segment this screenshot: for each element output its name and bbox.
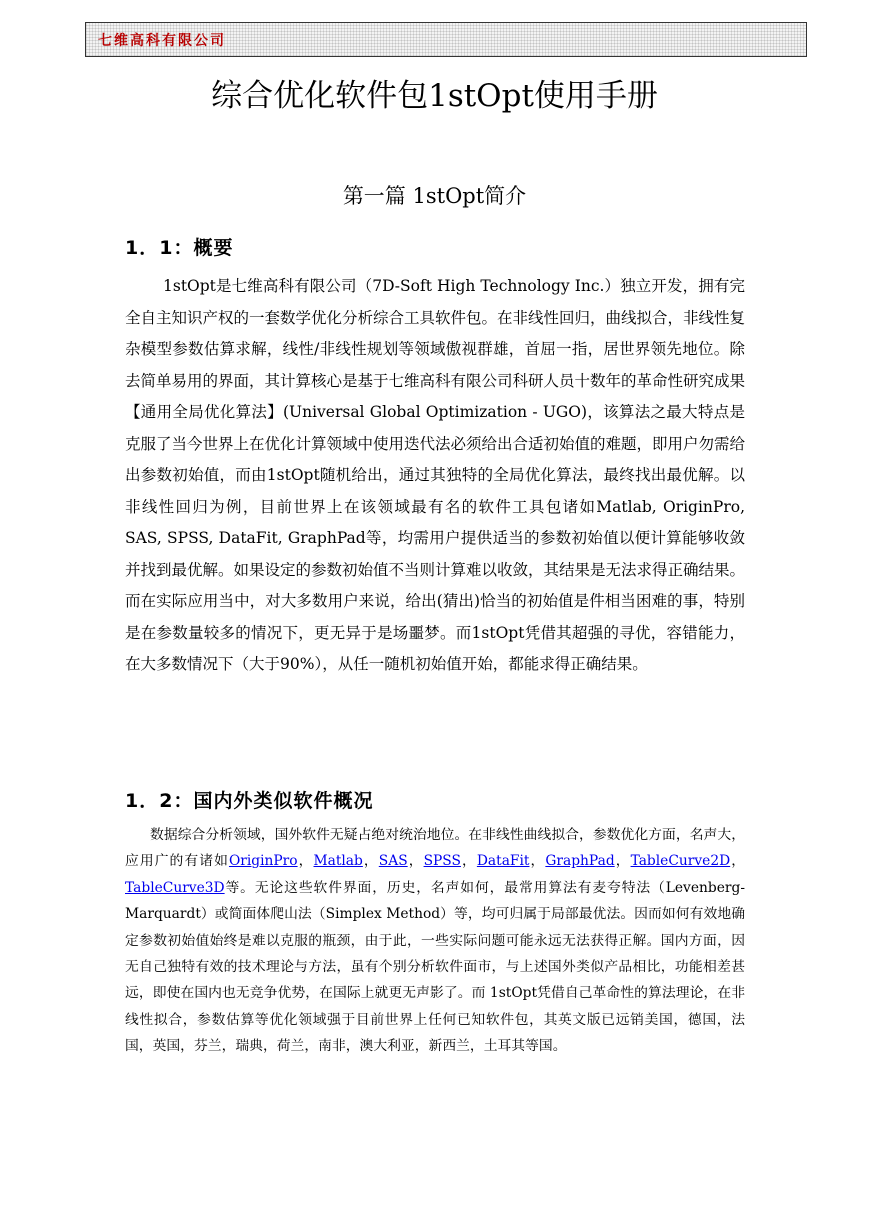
- similar-software-paragraph: [125, 822, 745, 1060]
- link-separator: ，: [730, 853, 746, 870]
- link-separator: ，: [529, 853, 546, 870]
- link-separator: ，: [362, 853, 379, 870]
- similar-software-intro: 数据综合分析领域，国外软件无疑占绝对统治地位。在非线性曲线拟合，参数优化方面，名声大，应用广的有诸如: [125, 827, 745, 870]
- section-heading-overview: 1．1：概要: [125, 237, 234, 259]
- link-tablecurve3d[interactable]: TableCurve3D: [125, 879, 225, 896]
- link-graphpad[interactable]: GraphPad: [545, 853, 615, 870]
- similar-software-body: 等。无论这些软件界面，历史，名声如何，最常用算法有麦夸特法（Levenberg-Marquardt）或简面体爬山法（Simplex Method）等，均可归属于局部最优法。因而如何有效地确定参数初始值始终是难以克服的瓶颈，由于此，一些实际问题可能永远无法获得正解。国内方面，因无自己独特有效的技术理论与方法，虽有个别分析软件面市，与上述国外类似产品相比，功能相差甚远，即使在国内也无竞争优势，在国际上就更无声影了。而 1stOpt凭借自己革命性的算法理论，在非线性拟合，参数估算等优化领域强于目前世界上任何已知软件包，其英文版已远销美国，德国，法国，英国，芬兰，瑞典，荷兰，南非，澳大利亚，新西兰，土耳其等国。: [125, 879, 745, 1055]
- overview-text: 1stOpt是七维高科有限公司（7D-Soft High Technology Inc.）独立开发，拥有完全自主知识产权的一套数学优化分析综合工具软件包。在非线性回归，曲线拟合，非线性复杂模型参数估算求解，线性/非线性规划等领域傲视群雄，首屈一指，居世界领先地位。除去简单易用的界面，其计算核心是基于七维高科有限公司科研人员十数年的革命性研究成果【通用全局优化算法】(Universal Global Optimization - UGO)，该算法之最大特点是克服了当今世界上在优化计算领域中使用迭代法必须给出合适初始值的难题，即用户勿需给出参数初始值，而由1stOpt随机给出，通过其独特的全局优化算法，最终找出最优解。以非线性回归为例，目前世界上在该领域最有名的软件工具包诸如Matlab, OriginPro, SAS, SPSS, DataFit, GraphPad等，均需用户提供适当的参数初始值以便计算能够收敛并找到最优解。如果设定的参数初始值不当则计算难以收敛，其结果是无法求得正确结果。而在实际应用当中，对大多数用户来说，给出(猜出)恰当的初始值是件相当困难的事，特别是在参数量较多的情况下，更无异于是场噩梦。而1stOpt凭借其超强的寻优，容错能力，在大多数情况下（大于90%），从任一随机初始值开始，都能求得正确结果。: [125, 277, 746, 673]
- link-matlab[interactable]: Matlab: [313, 853, 363, 870]
- overview-paragraph: [125, 271, 745, 681]
- link-separator: ，: [460, 853, 477, 870]
- link-originpro[interactable]: OriginPro: [228, 853, 298, 870]
- link-datafit[interactable]: DataFit: [476, 853, 530, 870]
- link-spss[interactable]: SPSS: [423, 853, 461, 870]
- link-sas[interactable]: SAS: [378, 853, 408, 870]
- section-heading-similar-software: 1．2：国内外类似软件概况: [125, 790, 374, 812]
- link-separator: ，: [297, 853, 314, 870]
- link-separator: ，: [407, 853, 424, 870]
- document-title: 综合优化软件包1stOpt使用手册: [211, 78, 658, 114]
- link-separator: ，: [614, 853, 631, 870]
- company-name: 七维高科有限公司: [98, 33, 226, 49]
- part-title: 第一篇 1stOpt简介: [342, 184, 527, 208]
- link-tablecurve2d[interactable]: TableCurve2D: [630, 853, 731, 870]
- page-header: [85, 22, 807, 57]
